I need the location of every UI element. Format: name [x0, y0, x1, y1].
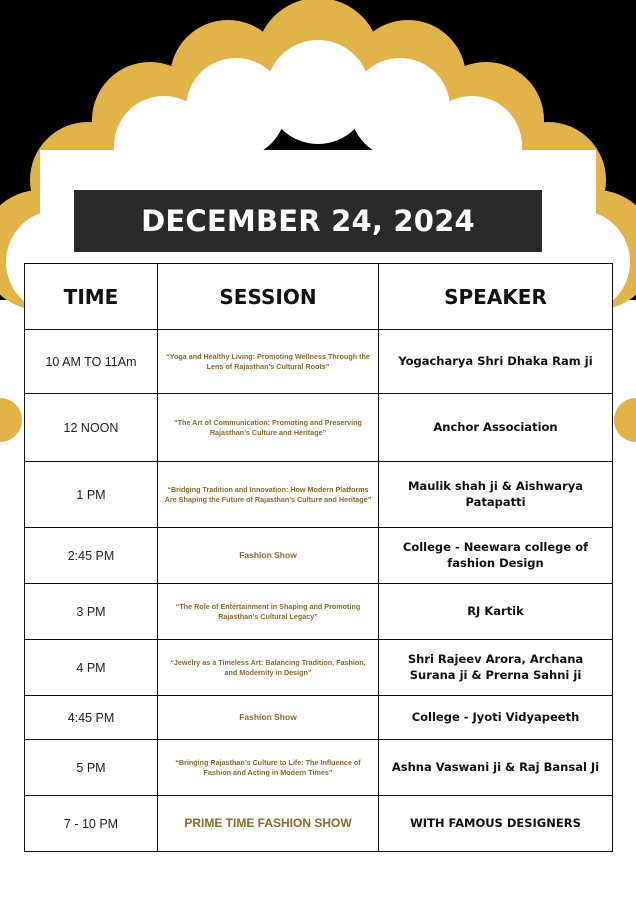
- row-session: “Bringing Rajasthan’s Culture to Life: The Influence of Fashion and Acting in Modern Times”: [158, 740, 379, 796]
- row-speaker: College - Neewara college of fashion Design: [379, 528, 613, 584]
- row-session: “The Art of Communication: Promoting and Preserving Rajasthan’s Culture and Heritage”: [158, 394, 379, 462]
- row-time: 4:45 PM: [25, 696, 158, 740]
- header-session: SESSION: [158, 264, 379, 330]
- row-session: Fashion Show: [158, 696, 379, 740]
- row-time: 2:45 PM: [25, 528, 158, 584]
- row-time: 12 NOON: [25, 394, 158, 462]
- row-time: 4 PM: [25, 640, 158, 696]
- row-speaker: Maulik shah ji & Aishwarya Patapatti: [379, 462, 613, 528]
- schedule-table: [24, 263, 613, 852]
- table-row: [25, 796, 613, 852]
- row-session: PRIME TIME FASHION SHOW: [158, 796, 379, 852]
- row-session: “Jewelry as a Timeless Art: Balancing Tradition, Fashion, and Modernity in Design”: [158, 640, 379, 696]
- table-row: [25, 330, 613, 394]
- row-speaker: Ashna Vaswani ji & Raj Bansal Ji: [379, 740, 613, 796]
- row-time: 3 PM: [25, 584, 158, 640]
- table-row: [25, 462, 613, 528]
- row-time: 7 - 10 PM: [25, 796, 158, 852]
- row-time: 10 AM TO 11Am: [25, 330, 158, 394]
- row-session: “Yoga and Healthy Living: Promoting Wellness Through the Lens of Rajasthan’s Cultural Roots”: [158, 330, 379, 394]
- row-speaker: Yogacharya Shri Dhaka Ram ji: [379, 330, 613, 394]
- row-session: “Bridging Tradition and Innovation: How Modern Platforms Are Shaping the Future of Rajasthan’s Culture and Heritage”: [158, 462, 379, 528]
- table-row: [25, 696, 613, 740]
- header-time: TIME: [25, 264, 158, 330]
- row-time: 1 PM: [25, 462, 158, 528]
- row-speaker: Shri Rajeev Arora, Archana Surana ji & Prerna Sahni ji: [379, 640, 613, 696]
- header-speaker: SPEAKER: [379, 264, 613, 330]
- date-title: DECEMBER 24, 2024: [141, 204, 475, 238]
- table-row: [25, 584, 613, 640]
- row-speaker: WITH FAMOUS DESIGNERS: [379, 796, 613, 852]
- table-row: [25, 640, 613, 696]
- row-time: 5 PM: [25, 740, 158, 796]
- row-session: Fashion Show: [158, 528, 379, 584]
- row-speaker: RJ Kartik: [379, 584, 613, 640]
- row-session: “The Role of Entertainment in Shaping and Promoting Rajasthan’s Cultural Legacy”: [158, 584, 379, 640]
- row-speaker: Anchor Association: [379, 394, 613, 462]
- table-row: [25, 528, 613, 584]
- row-speaker: College - Jyoti Vidyapeeth: [379, 696, 613, 740]
- table-row: [25, 740, 613, 796]
- table-header-row: [25, 264, 613, 330]
- table-row: [25, 394, 613, 462]
- date-banner: [74, 190, 542, 252]
